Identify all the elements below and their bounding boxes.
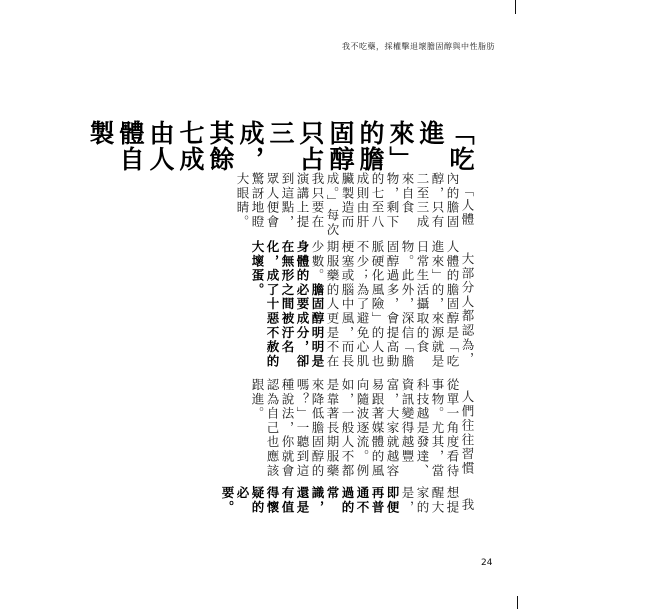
- paragraph-4-text: 我想提醒大家的是，: [400, 485, 475, 515]
- page-number: 24: [481, 558, 493, 568]
- paragraph-2-text: 大部分人都認為，人體的膽固醇是「吃進來」的，來源就是日常生活攝取的食物。此外，深信「膽固醇過多，會提高動脈硬化風險」的人也不少；為了避免心肌梗塞或腦中風，而長期服藥的人更是不在少數。: [310, 240, 475, 370]
- article-body: [86, 120, 475, 520]
- paragraph-4: [185, 486, 475, 520]
- crop-mark-bottom: [517, 596, 518, 609]
- paragraph-1: [185, 172, 475, 240]
- paragraph-2: [185, 240, 475, 378]
- crop-mark-top: [515, 0, 516, 14]
- paragraph-2-emphasis: 膽固醇明明是身體的必要成分，卻在無形之間被汙名化，成了十惡不赦的大壞蛋。: [250, 240, 325, 370]
- article-title: 「吃進來」的膽固醇只占三成，其餘七成由人體自製: [86, 120, 475, 172]
- paragraph-3: [185, 378, 475, 486]
- paragraph-4-emphasis: 即便再普通不過的常識，還是有值得懷疑的必要。: [220, 485, 400, 515]
- running-header: 我不吃藥，採權擊退壞膽固醇與中性脂肪: [342, 42, 495, 51]
- paragraph-3-text: 人們往往習慣從單一角度看待事物。尤其，當科技越是發達、資訊變得越豐富，大家就越容易跟著媒體的風向隨波逐流。例如，一般人不都是靠著長期服藥來降低膽固醇的嗎？」一聽到這種說法，你就會認為自己也應該跟進。: [250, 378, 475, 479]
- paragraph-1-text: 「人體內的膽固醇，只有二至三成來自食物，剩下的七至八成則由肝臟製造而成。」每次我只要在演講上提到這點，眾人便會驚訝地瞪大眼睛。: [235, 172, 475, 238]
